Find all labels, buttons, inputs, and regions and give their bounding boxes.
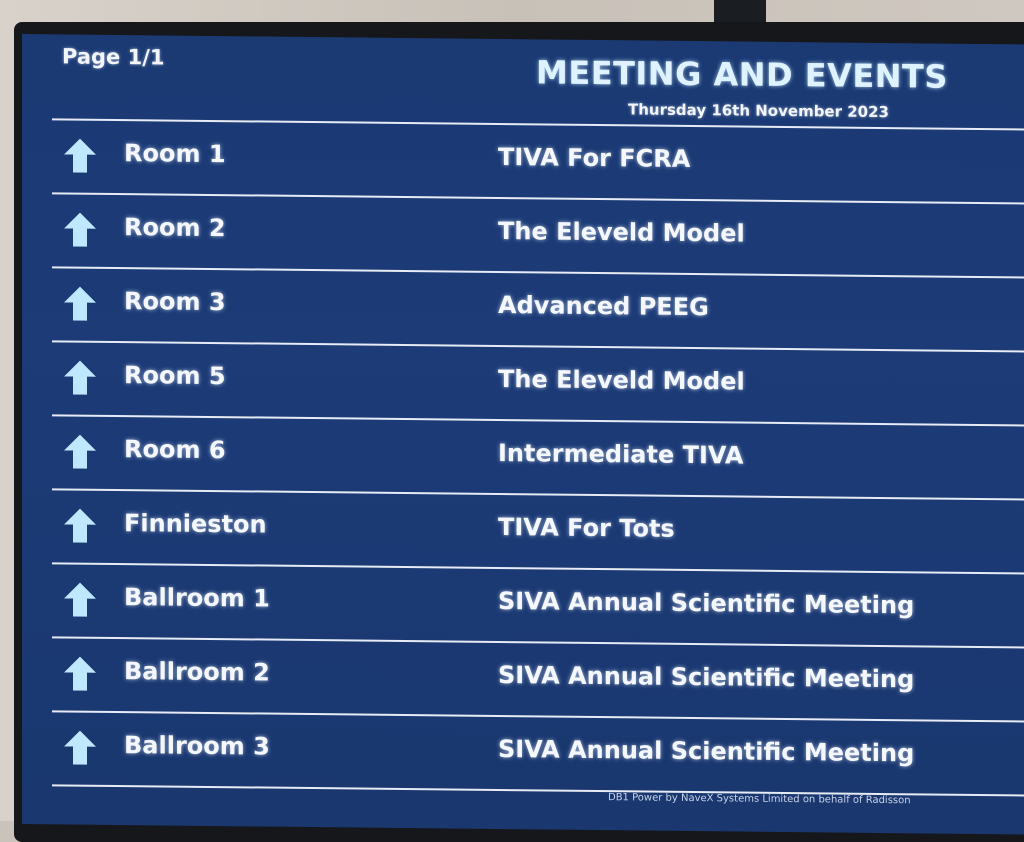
list-item xyxy=(52,118,1024,202)
date-label: Thursday 16th November 2023 xyxy=(628,100,889,122)
list-item xyxy=(52,192,1024,276)
list-item xyxy=(52,710,1024,796)
up-arrow-icon xyxy=(62,136,98,174)
event-name: SIVA Annual Scientific Meeting xyxy=(498,660,915,694)
up-arrow-icon xyxy=(62,210,98,248)
list-item xyxy=(52,414,1024,498)
event-name: The Eleveld Model xyxy=(498,364,745,396)
footer-credit: DB1 Power by NaveX Systems Limited on behalf of Radisson xyxy=(608,792,911,807)
room-name: Room 6 xyxy=(124,435,226,465)
up-arrow-icon xyxy=(62,284,98,322)
up-arrow-icon xyxy=(62,432,98,470)
up-arrow-icon xyxy=(62,580,98,618)
event-name: SIVA Annual Scientific Meeting xyxy=(498,734,915,768)
event-name: TIVA For Tots xyxy=(498,512,675,543)
room-name: Room 5 xyxy=(124,361,226,391)
room-name: Ballroom 2 xyxy=(124,657,270,687)
room-name: Room 3 xyxy=(124,287,226,317)
event-name: The Eleveld Model xyxy=(498,216,745,248)
event-name: Advanced PEEG xyxy=(498,290,709,322)
events-list xyxy=(22,118,1024,797)
list-item xyxy=(52,266,1024,350)
up-arrow-icon xyxy=(62,728,98,766)
event-name: TIVA For FCRA xyxy=(498,142,691,173)
event-name: SIVA Annual Scientific Meeting xyxy=(498,586,915,620)
list-item xyxy=(52,562,1024,646)
signage-screen xyxy=(22,34,1024,835)
room-name: Ballroom 3 xyxy=(124,731,270,761)
room-name: Finnieston xyxy=(124,509,267,539)
page-title: MEETING AND EVENTS xyxy=(536,53,948,96)
list-item xyxy=(52,636,1024,720)
list-item xyxy=(52,340,1024,424)
room-name: Ballroom 1 xyxy=(124,583,270,613)
up-arrow-icon xyxy=(62,654,98,692)
up-arrow-icon xyxy=(62,506,98,544)
page-indicator: Page 1/1 xyxy=(62,44,165,70)
list-item xyxy=(52,488,1024,572)
up-arrow-icon xyxy=(62,358,98,396)
room-name: Room 1 xyxy=(124,139,226,169)
event-name: Intermediate TIVA xyxy=(498,438,744,470)
room-name: Room 2 xyxy=(124,213,226,243)
